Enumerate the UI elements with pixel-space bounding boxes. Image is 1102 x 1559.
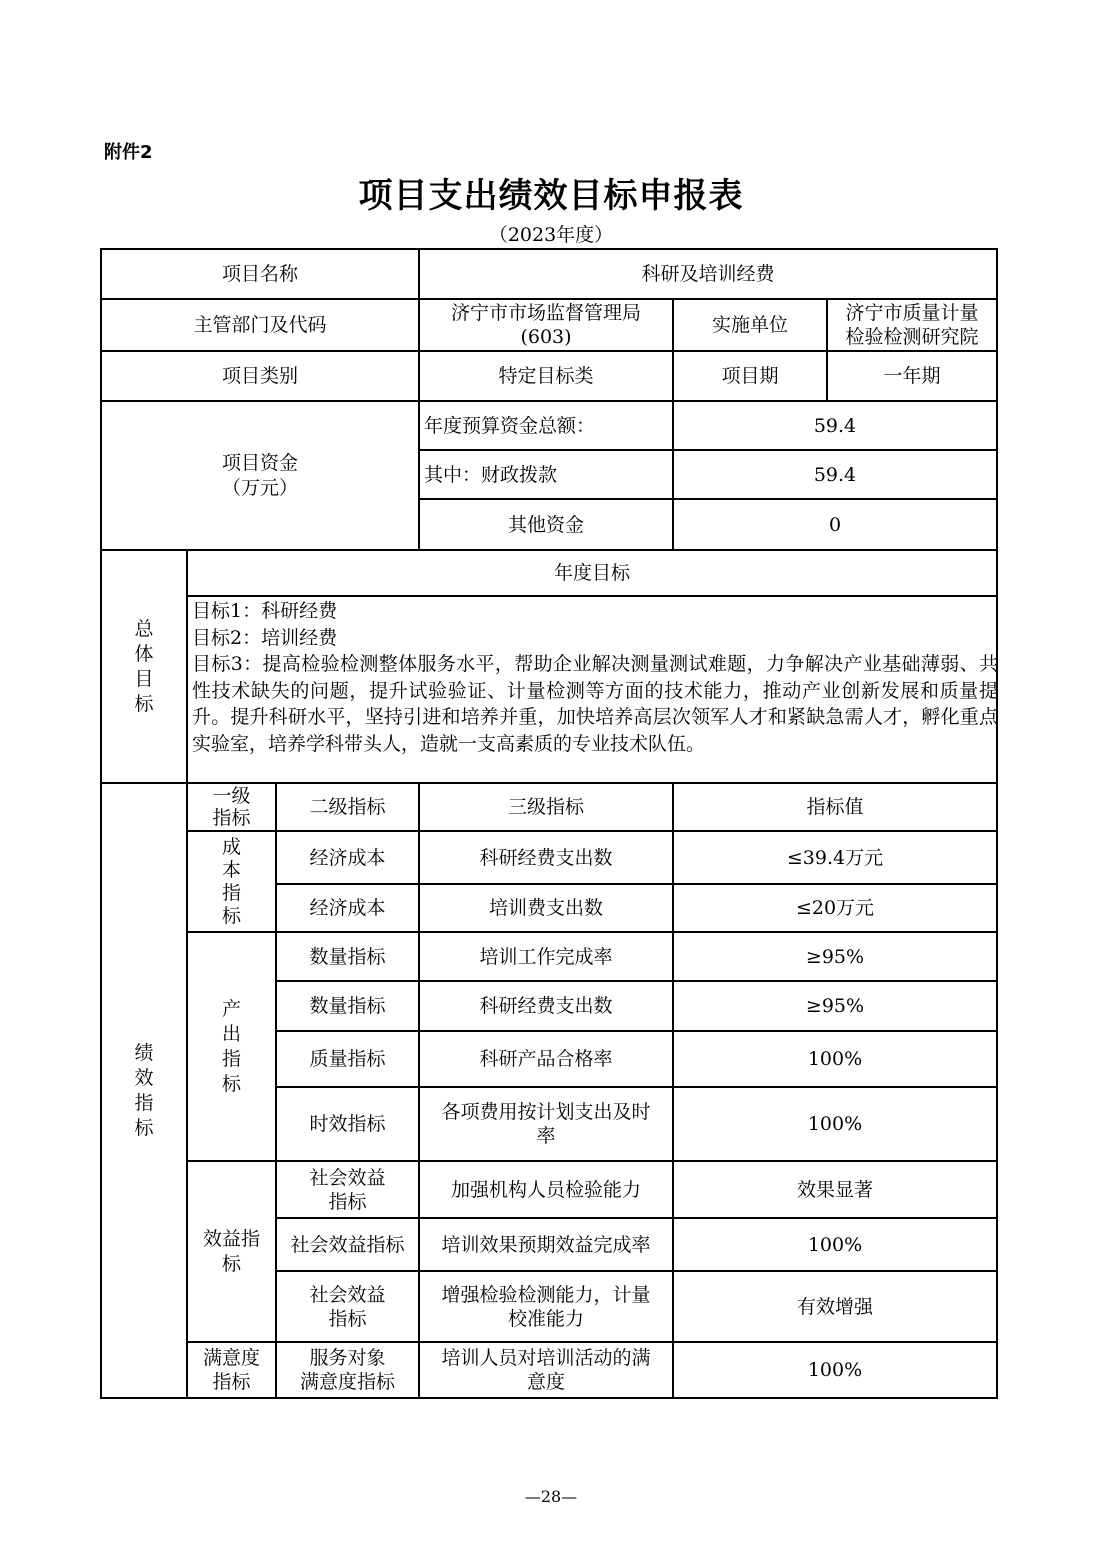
header-level3-text: 三级指标 <box>507 796 584 818</box>
table-row-level2 <box>277 933 418 980</box>
value-text: 效果显著 <box>796 1178 873 1201</box>
value-text: ≥95% <box>805 945 865 968</box>
category-text: 特定目标类 <box>498 365 594 387</box>
level3-text: 校准能力 <box>507 1307 584 1330</box>
header-level2-text: 二级指标 <box>309 796 386 818</box>
total-budget-label <box>420 402 672 449</box>
project-name-label <box>102 250 418 298</box>
table-row-level2 <box>277 1219 418 1270</box>
value-text: ≤20万元 <box>795 897 875 919</box>
group-output-char: 标 <box>221 1072 241 1095</box>
level3-text: 率 <box>536 1125 556 1147</box>
table-row-value <box>674 1343 996 1397</box>
period-text: 一年期 <box>883 365 941 387</box>
table-row-level2 <box>277 1032 418 1086</box>
table-row-value <box>674 933 996 980</box>
header-level1 <box>188 784 275 830</box>
period-label <box>674 352 826 400</box>
goals-section-char: 总 <box>134 617 154 640</box>
value-text: 100% <box>807 1048 863 1070</box>
fiscal-value <box>674 451 996 498</box>
level3-text: 科研产品合格率 <box>479 1048 613 1070</box>
table-row-level3 <box>420 1162 672 1217</box>
table-row-level2 <box>277 1088 418 1160</box>
goals-header-text: 年度目标 <box>553 562 630 584</box>
fiscal-label <box>420 451 672 498</box>
table-row-level3 <box>420 982 672 1030</box>
level3-text: 增强检验检测能力，计量 <box>441 1283 651 1306</box>
value-text: 有效增强 <box>796 1295 873 1318</box>
level2-text: 质量指标 <box>309 1048 386 1070</box>
level2-text: 社会效益 <box>309 1166 386 1189</box>
goal-line: 目标3：提高检验检测整体服务水平，帮助企业解决测量测试难题，力争解决产业基础薄弱、共性技术缺失的问题，提升试验验证、计量检测等方面的技术能力，推动产业创新发展和质量提升。提升科研水平，坚持引进和培养并重，加快培养高层次领军人才和紧缺急需人才，孵化重点实验室，培养学科带头人，造就一支高素质的专业技术队伍。 <box>192 653 998 755</box>
rule-line <box>996 248 998 1399</box>
level3-text: 培训效果预期效益完成率 <box>441 1233 651 1256</box>
indicators-section-char: 标 <box>134 1116 154 1139</box>
value-text: ≤39.4万元 <box>786 846 884 869</box>
level2-text: 指标 <box>328 1190 367 1213</box>
group-cost-char: 成 <box>221 835 241 858</box>
indicators-section-label <box>102 784 186 1397</box>
unit-label <box>674 300 826 350</box>
table-row-value <box>674 1162 996 1217</box>
level3-text: 意度 <box>526 1371 565 1393</box>
level3-text: 科研经费支出数 <box>479 995 613 1017</box>
total-budget-label-text: 年度预算资金总额： <box>424 414 596 437</box>
table-row-level2 <box>277 1272 418 1341</box>
level3-text: 加强机构人员检验能力 <box>450 1178 641 1201</box>
header-level3 <box>420 784 672 830</box>
fiscal-label-text: 其中：财政拨款 <box>424 463 558 486</box>
table-row-value <box>674 1032 996 1086</box>
level3-text: 各项费用按计划支出及时 <box>441 1101 651 1123</box>
group-cost-char: 指 <box>221 881 241 904</box>
table-row-level3 <box>420 1032 672 1086</box>
value-text: ≥95% <box>805 995 865 1017</box>
level3-text: 科研经费支出数 <box>479 846 613 869</box>
goals-text <box>192 598 998 757</box>
group-satisfaction-text: 满意度 <box>202 1347 260 1369</box>
table-row-value <box>674 982 996 1030</box>
unit-label-text: 实施单位 <box>711 314 788 336</box>
group-output-char: 指 <box>221 1047 241 1070</box>
table-row-level3 <box>420 885 672 931</box>
dept-label <box>102 300 418 350</box>
table-row-level2 <box>277 832 418 883</box>
group-output-char: 产 <box>221 997 241 1020</box>
project-name-value <box>420 250 996 298</box>
unit-value <box>828 300 996 350</box>
dept-value <box>420 300 672 350</box>
indicators-section-char: 绩 <box>134 1041 154 1064</box>
category-value <box>420 352 672 400</box>
page-title: 项目支出绩效目标申报表 <box>358 176 744 216</box>
table-row-value <box>674 1219 996 1270</box>
other-fund-text: 0 <box>828 513 842 536</box>
level3-text: 培训人员对培训活动的满 <box>441 1347 651 1369</box>
goal-line: 目标1：科研经费 <box>192 600 338 622</box>
table-row-value <box>674 1272 996 1341</box>
category-label-text: 项目类别 <box>221 365 298 387</box>
table-row-level3 <box>420 933 672 980</box>
level2-text: 服务对象 <box>309 1347 386 1369</box>
page-number: —28— <box>524 1487 578 1506</box>
header-level1-text: 一级 <box>212 785 251 807</box>
table-row-level3 <box>420 832 672 883</box>
group-cost <box>188 832 275 931</box>
project-name-label-text: 项目名称 <box>221 263 298 285</box>
total-budget-value <box>674 402 996 449</box>
table-row-level2 <box>277 885 418 931</box>
goals-section-label <box>102 551 186 782</box>
dept-line: 济宁市市场监督管理局 <box>450 302 641 324</box>
header-value-text: 指标值 <box>806 796 864 818</box>
fund-label <box>102 402 418 549</box>
rule-line <box>186 595 998 597</box>
table-row-level2 <box>277 1343 418 1397</box>
table-row-value <box>674 1088 996 1160</box>
table-row-level3 <box>420 1219 672 1270</box>
table-row-level3 <box>420 1088 672 1160</box>
group-satisfaction-text: 指标 <box>212 1371 251 1393</box>
unit-line: 济宁市质量计量 <box>845 302 979 324</box>
table-row-level2 <box>277 982 418 1030</box>
dept-code: (603) <box>520 326 572 348</box>
header-level1-text: 指标 <box>212 807 251 829</box>
table-row-level2 <box>277 1162 418 1217</box>
period-label-text: 项目期 <box>721 365 779 387</box>
table-row-value <box>674 885 996 931</box>
indicators-section-char: 指 <box>134 1091 154 1114</box>
attachment-label: 附件2 <box>104 142 153 163</box>
table-row-level3 <box>420 1343 672 1397</box>
other-fund-label-text: 其他资金 <box>507 513 584 536</box>
rule-line <box>100 1397 998 1399</box>
value-text: 100% <box>807 1113 863 1135</box>
goal-line: 目标2：培训经费 <box>192 626 338 649</box>
level2-text: 社会效益 <box>309 1283 386 1306</box>
indicators-section-char: 效 <box>134 1066 154 1089</box>
value-text: 100% <box>807 1359 863 1381</box>
group-satisfaction <box>188 1343 275 1397</box>
level2-text: 经济成本 <box>309 846 386 869</box>
fund-label-text: 项目资金 <box>221 451 298 474</box>
category-label <box>102 352 418 400</box>
group-cost-char: 本 <box>221 858 241 881</box>
table-row-level3 <box>420 1272 672 1341</box>
group-benefit-text: 效益指 <box>202 1227 260 1250</box>
group-benefit-text: 标 <box>221 1252 241 1275</box>
group-output <box>188 933 275 1160</box>
goals-section-char: 标 <box>134 692 154 715</box>
level2-text: 数量指标 <box>309 945 386 968</box>
level2-text: 数量指标 <box>309 995 386 1017</box>
level3-text: 培训费支出数 <box>488 897 603 919</box>
level2-text: 满意度指标 <box>299 1371 395 1393</box>
level2-text: 社会效益指标 <box>290 1233 405 1256</box>
group-benefit <box>188 1162 275 1341</box>
other-fund-value <box>674 500 996 549</box>
goals-section-char: 目 <box>134 667 154 690</box>
header-level2 <box>277 784 418 830</box>
year-label: （2023年度） <box>488 224 614 246</box>
value-text: 100% <box>807 1233 863 1256</box>
level3-text: 培训工作完成率 <box>479 945 613 968</box>
project-name-text: 科研及培训经费 <box>641 263 775 285</box>
goals-section-char: 体 <box>134 642 154 665</box>
header-value <box>674 784 996 830</box>
period-value <box>828 352 996 400</box>
group-output-char: 出 <box>221 1022 241 1045</box>
goals-header <box>188 551 996 595</box>
level2-text: 时效指标 <box>309 1113 386 1135</box>
group-cost-char: 标 <box>221 904 241 927</box>
fund-unit-text: （万元） <box>221 476 298 499</box>
level2-text: 经济成本 <box>309 897 386 919</box>
total-budget-text: 59.4 <box>813 414 857 437</box>
fiscal-text: 59.4 <box>813 463 857 486</box>
unit-line: 检验检测研究院 <box>845 326 979 348</box>
dept-label-text: 主管部门及代码 <box>193 314 327 336</box>
other-fund-label <box>420 500 672 549</box>
level2-text: 指标 <box>328 1307 367 1330</box>
table-row-value <box>674 832 996 883</box>
